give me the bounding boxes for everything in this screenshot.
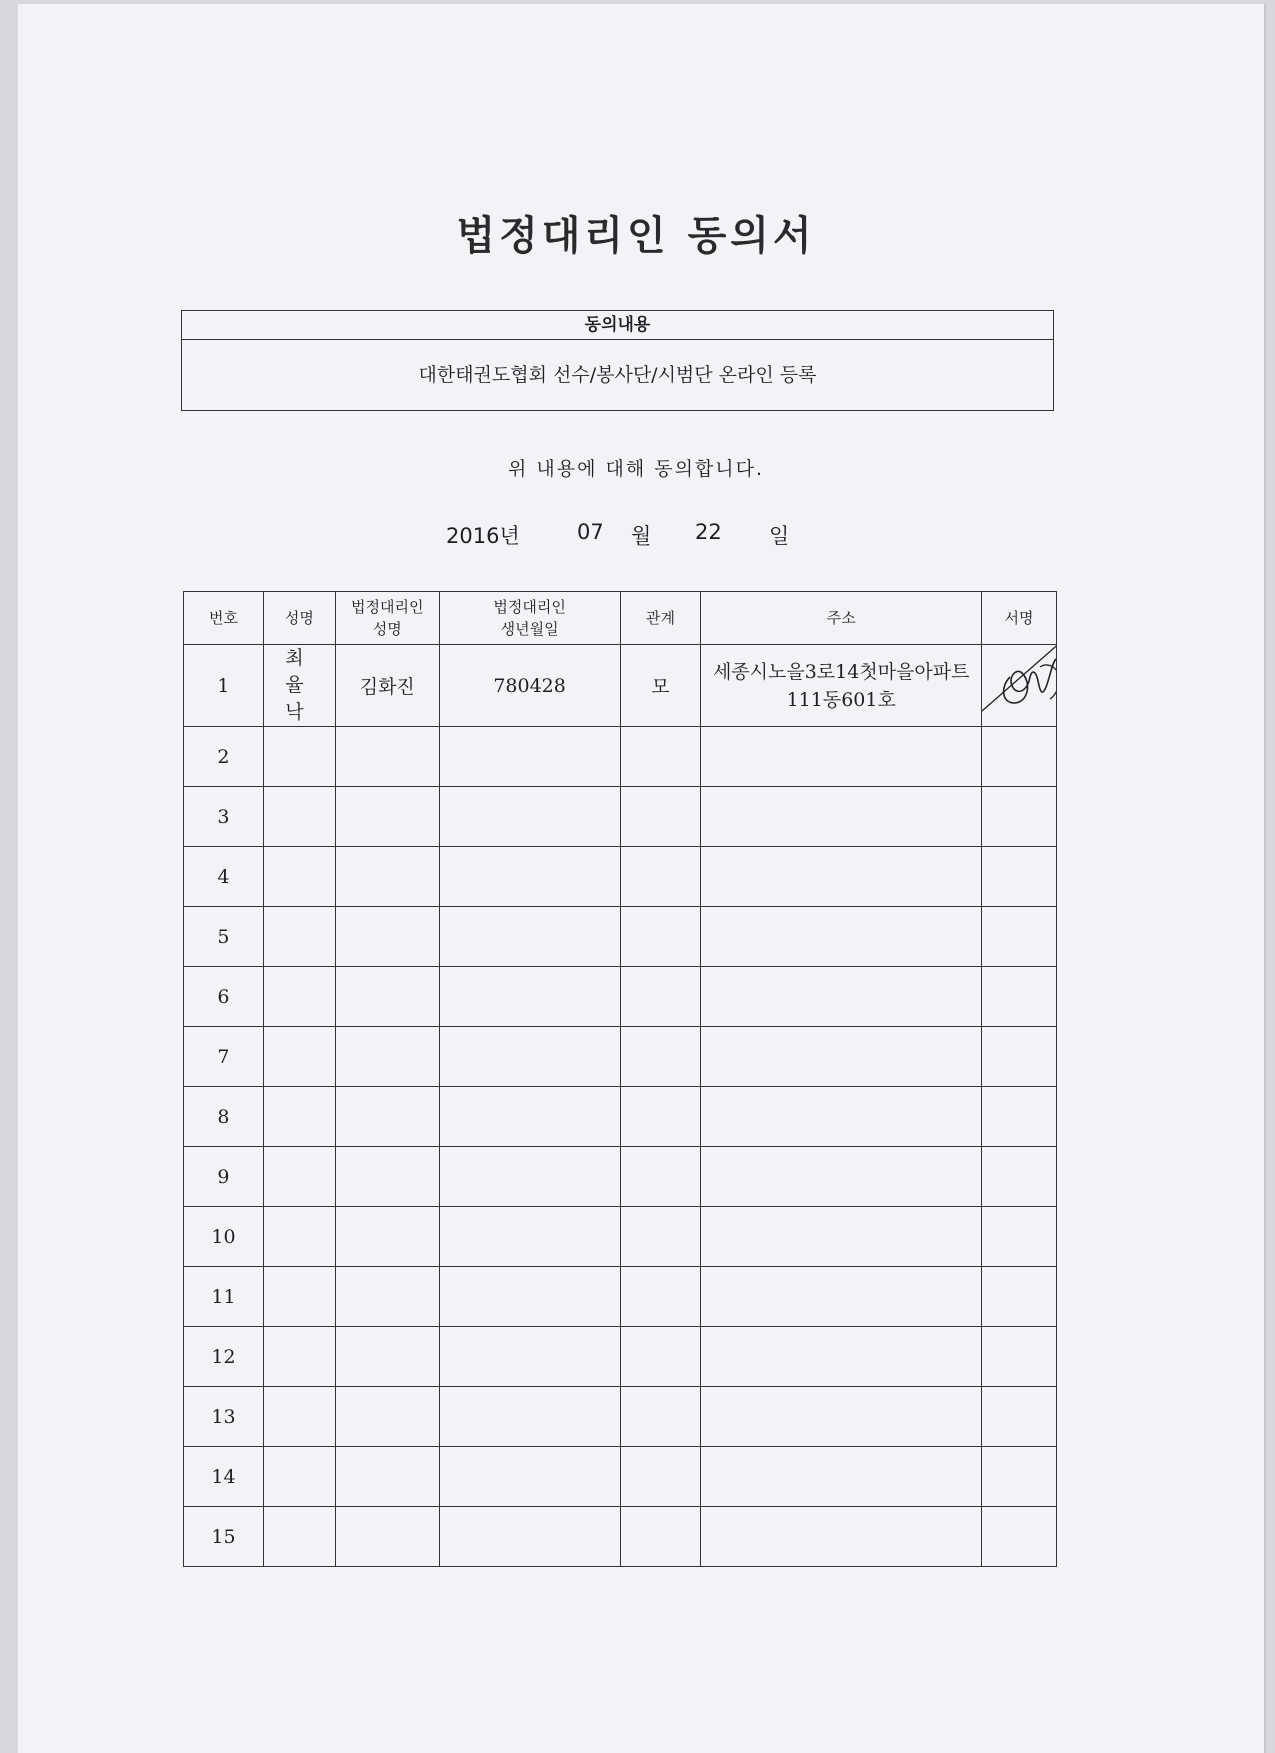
row-signature <box>982 907 1057 967</box>
row-no: 15 <box>184 1507 264 1567</box>
table-row <box>184 645 1057 727</box>
consent-body: 대한태권도협회 선수/봉사단/시범단 온라인 등록 <box>418 364 817 386</box>
row-guardian-birth <box>439 1267 620 1327</box>
row-name <box>263 1087 335 1147</box>
row-guardian-birth <box>439 1147 620 1207</box>
row-address <box>701 907 982 967</box>
header-guardian-name-line2: 성명 <box>372 620 402 638</box>
row-relation <box>620 1447 701 1507</box>
row-signature <box>982 1027 1057 1087</box>
row-address <box>701 1267 982 1327</box>
table-row <box>184 1327 1057 1387</box>
row-address <box>701 1387 982 1447</box>
row-guardian-birth <box>439 727 620 787</box>
row-relation <box>620 1147 701 1207</box>
row-address <box>701 847 982 907</box>
row-relation <box>620 787 701 847</box>
header-name: 성명 <box>263 592 335 645</box>
row-guardian-name <box>335 1027 439 1087</box>
row-no: 7 <box>184 1027 264 1087</box>
row-guardian-name: 김화진 <box>335 645 439 727</box>
row-address <box>701 1507 982 1567</box>
header-guardian-name <box>335 592 439 645</box>
row-signature <box>982 967 1057 1027</box>
row-relation: 모 <box>620 645 701 727</box>
date-month: 07 <box>577 520 604 544</box>
row-signature <box>982 1267 1057 1327</box>
row-no: 13 <box>184 1387 264 1447</box>
row-guardian-birth <box>439 967 620 1027</box>
row-name <box>263 1387 335 1447</box>
row-no: 4 <box>184 847 264 907</box>
row-no: 12 <box>184 1327 264 1387</box>
row-address <box>701 1207 982 1267</box>
row-signature <box>982 1327 1057 1387</box>
row-guardian-birth <box>439 1087 620 1147</box>
row-name <box>263 1507 335 1567</box>
header-relation: 관계 <box>620 592 701 645</box>
document-page <box>18 4 1266 1753</box>
row-name <box>263 1027 335 1087</box>
table-row <box>184 1387 1057 1447</box>
table-row <box>184 727 1057 787</box>
row-guardian-name <box>335 1267 439 1327</box>
row-guardian-name <box>335 1507 439 1567</box>
row-address <box>701 1147 982 1207</box>
row-name: 최 율 낙 <box>263 645 335 727</box>
table-row <box>184 1507 1057 1567</box>
row-guardian-birth <box>439 1207 620 1267</box>
table-row <box>184 1147 1057 1207</box>
row-no: 11 <box>184 1267 264 1327</box>
row-address <box>701 1087 982 1147</box>
header-guardian-birth-line1: 법정대리인 <box>493 598 566 616</box>
row-signature <box>982 787 1057 847</box>
guardian-table <box>183 591 1057 1567</box>
row-signature <box>982 1507 1057 1567</box>
date-day: 22 <box>695 520 722 544</box>
row-name <box>263 727 335 787</box>
row-name <box>263 1447 335 1507</box>
table-row <box>184 787 1057 847</box>
row-name <box>263 1267 335 1327</box>
row-name <box>263 787 335 847</box>
row-signature <box>982 1147 1057 1207</box>
row-signature <box>982 1087 1057 1147</box>
date-day-unit: 일 <box>769 524 790 548</box>
row-guardian-name <box>335 1147 439 1207</box>
row-address <box>701 1027 982 1087</box>
date-month-unit: 월 <box>631 524 652 548</box>
row-address <box>701 1327 982 1387</box>
header-guardian-birth-line2: 생년월일 <box>500 620 559 638</box>
row-signature <box>982 1447 1057 1507</box>
row-guardian-birth <box>439 1447 620 1507</box>
row-name <box>263 1207 335 1267</box>
row-guardian-birth <box>439 1327 620 1387</box>
row-guardian-birth <box>439 1507 620 1567</box>
row-no: 2 <box>184 727 264 787</box>
row-relation <box>620 1327 701 1387</box>
row-relation <box>620 1387 701 1447</box>
row-name <box>263 1327 335 1387</box>
row-relation <box>620 1087 701 1147</box>
row-relation <box>620 907 701 967</box>
document-title: 법정대리인 동의서 <box>456 213 816 259</box>
row-relation <box>620 727 701 787</box>
row-no: 1 <box>184 645 264 727</box>
row-guardian-birth <box>439 907 620 967</box>
row-address <box>701 1447 982 1507</box>
row-address: 세종시노을3로14첫마을아파트111동601호 <box>701 645 982 727</box>
row-address <box>701 727 982 787</box>
table-header-row <box>184 592 1057 645</box>
row-guardian-birth <box>439 787 620 847</box>
row-relation <box>620 1207 701 1267</box>
table-row <box>184 907 1057 967</box>
row-name <box>263 907 335 967</box>
row-guardian-birth <box>439 847 620 907</box>
row-guardian-birth <box>439 1387 620 1447</box>
table-row <box>184 1087 1057 1147</box>
header-address: 주소 <box>701 592 982 645</box>
agreement-text: 위 내용에 대해 동의합니다. <box>507 458 765 480</box>
row-guardian-birth <box>439 1027 620 1087</box>
row-guardian-name <box>335 1087 439 1147</box>
row-guardian-name <box>335 1447 439 1507</box>
row-no: 8 <box>184 1087 264 1147</box>
row-guardian-name <box>335 787 439 847</box>
row-no: 6 <box>184 967 264 1027</box>
row-guardian-name <box>335 1387 439 1447</box>
header-signature: 서명 <box>982 592 1057 645</box>
header-guardian-name-line1: 법정대리인 <box>351 598 424 616</box>
row-relation <box>620 847 701 907</box>
table-row <box>184 1207 1057 1267</box>
row-guardian-name <box>335 727 439 787</box>
row-no: 10 <box>184 1207 264 1267</box>
row-address <box>701 967 982 1027</box>
row-no: 14 <box>184 1447 264 1507</box>
row-signature <box>982 1207 1057 1267</box>
row-relation <box>620 967 701 1027</box>
table-row <box>184 1267 1057 1327</box>
row-relation <box>620 1507 701 1567</box>
row-guardian-name <box>335 1207 439 1267</box>
row-relation <box>620 1027 701 1087</box>
row-signature <box>982 645 1057 727</box>
date-year: 2016년 <box>446 524 520 548</box>
row-no: 3 <box>184 787 264 847</box>
row-name <box>263 1147 335 1207</box>
row-guardian-name <box>335 907 439 967</box>
row-no: 9 <box>184 1147 264 1207</box>
row-guardian-name <box>335 967 439 1027</box>
row-no: 5 <box>184 907 264 967</box>
row-name <box>263 967 335 1027</box>
header-no: 번호 <box>184 592 264 645</box>
header-guardian-birth <box>439 592 620 645</box>
table-row <box>184 967 1057 1027</box>
consent-header: 동의내용 <box>182 311 1053 340</box>
row-signature <box>982 847 1057 907</box>
row-guardian-birth: 780428 <box>439 645 620 727</box>
row-guardian-name <box>335 847 439 907</box>
row-name <box>263 847 335 907</box>
consent-box <box>181 310 1054 411</box>
handwritten-signature <box>982 645 1057 714</box>
table-row <box>184 1447 1057 1507</box>
row-guardian-name <box>335 1327 439 1387</box>
row-signature <box>982 1387 1057 1447</box>
table-row <box>184 1027 1057 1087</box>
row-signature <box>982 727 1057 787</box>
row-relation <box>620 1267 701 1327</box>
table-row <box>184 847 1057 907</box>
row-address <box>701 787 982 847</box>
